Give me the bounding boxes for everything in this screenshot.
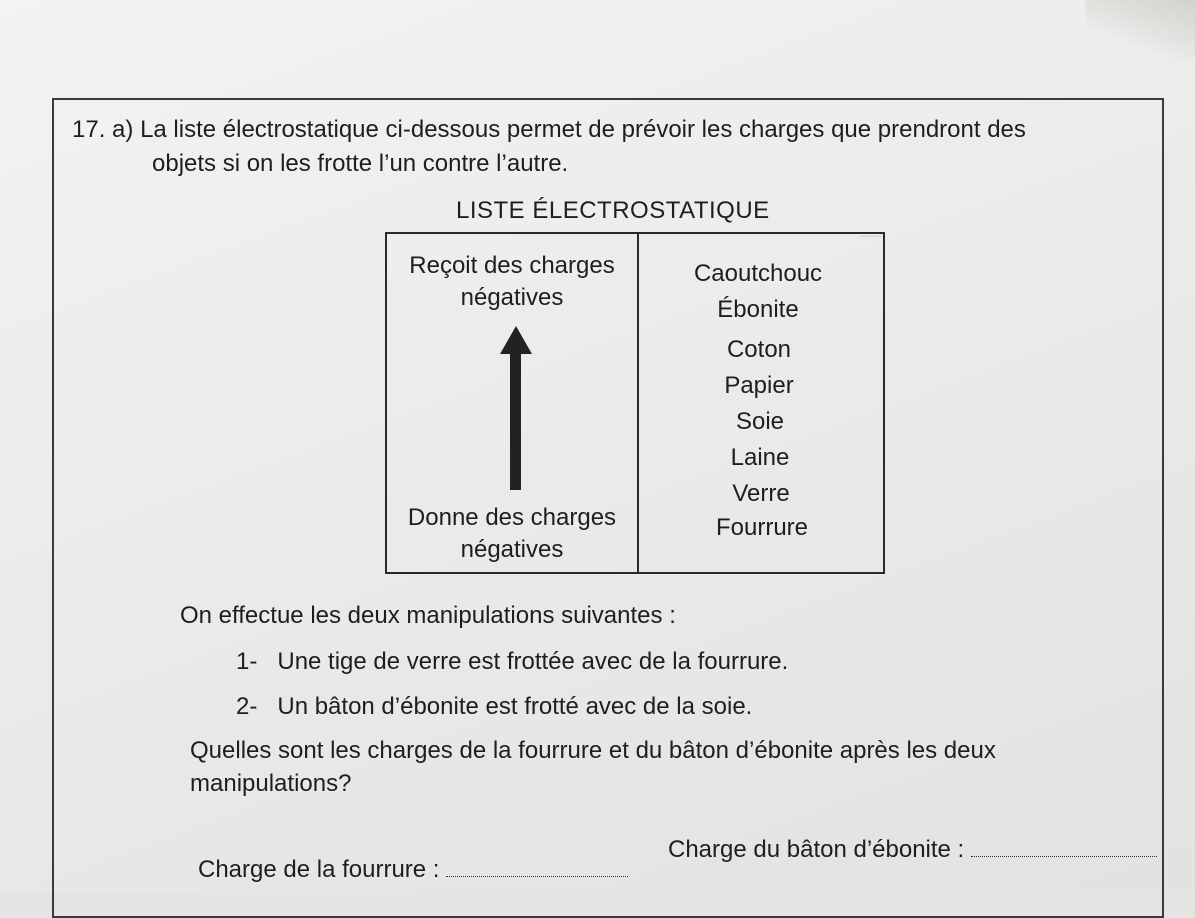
question-number: 17. [72,116,106,143]
bleed-through-text: — [860,222,882,247]
prompt-line-2: manipulations? [190,770,352,797]
table-column-divider [637,234,639,572]
gives-negative-label [387,502,637,566]
material-item: Soie [735,408,785,435]
material-item: Coton [726,336,792,363]
receives-label-line-2: négatives [460,284,564,311]
prompt-line-1: Quelles sont les charges de la fourrure et du bâton d’ébonite après les deux [190,737,996,764]
electrostatic-list-table [385,232,885,574]
table-title: LISTE ÉLECTROSTATIQUE [456,197,770,224]
step-number: 1- [236,648,258,675]
rod-charge-label: Charge du bâton d’ébonite : [668,836,965,863]
receives-negative-label [387,250,637,314]
material-item: Ébonite [717,296,799,323]
gives-label-line-1: Donne des charges [407,504,617,531]
material-item: Laine [730,444,790,471]
question-line-1 [72,116,1026,144]
arrow-shaft [510,350,521,490]
material-item: Caoutchouc [693,260,823,287]
step-2 [236,693,752,721]
rod-answer-row [668,836,1157,864]
step-number: 2- [236,693,258,720]
material-item: Papier [724,372,794,399]
manipulations-intro: On effectue les deux manipulations suivantes : [180,602,676,629]
gives-label-line-2: négatives [460,536,564,563]
fur-answer-row [198,856,628,884]
rod-charge-blank[interactable] [971,856,1157,857]
step-text: Un bâton d’ébonite est frotté avec de la soie. [277,693,753,720]
material-item: Verre [732,480,790,507]
question-intro-line-1: La liste électrostatique ci-dessous permet de prévoir les charges que prendront des [140,116,1026,143]
page-corner-shadow [1085,0,1195,60]
receives-label-line-1: Reçoit des charges [409,252,615,279]
question-intro-line-2: objets si on les frotte l’un contre l’autre. [152,150,569,177]
fur-charge-label: Charge de la fourrure : [198,856,440,883]
step-text: Une tige de verre est frottée avec de la fourrure. [277,648,789,675]
fur-charge-blank[interactable] [446,876,628,877]
step-1 [236,648,788,676]
question-part: a) [112,116,134,143]
material-item: Fourrure [715,514,809,541]
